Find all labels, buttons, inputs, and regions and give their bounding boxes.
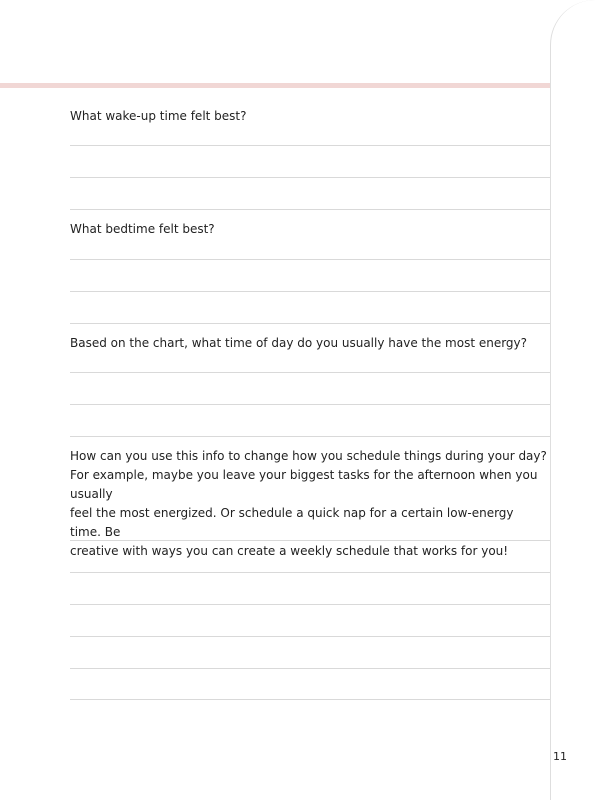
answer-line[interactable] xyxy=(70,636,550,637)
page-edge xyxy=(550,0,600,800)
answer-line[interactable] xyxy=(70,604,550,605)
answer-line[interactable] xyxy=(70,540,550,541)
answer-line[interactable] xyxy=(70,291,550,292)
answer-line[interactable] xyxy=(70,404,550,405)
question-bedtime: What bedtime felt best? xyxy=(70,222,215,236)
answer-line[interactable] xyxy=(70,259,550,260)
answer-line[interactable] xyxy=(70,372,550,373)
header-accent-bar xyxy=(0,83,550,88)
answer-line[interactable] xyxy=(70,177,550,178)
answer-line[interactable] xyxy=(70,572,550,573)
answer-line[interactable] xyxy=(70,145,550,146)
question-most-energy: Based on the chart, what time of day do you usually have the most energy? xyxy=(70,336,528,350)
answer-line[interactable] xyxy=(70,209,550,210)
answer-line[interactable] xyxy=(70,699,550,700)
page-number: 11 xyxy=(553,750,567,763)
question-wake-up-time: What wake-up time felt best? xyxy=(70,109,247,123)
question-schedule-ideas: How can you use this info to change how you schedule things during your day? For example, maybe you leave your biggest tasks for the afternoon when you usually feel the most energized. Or schedule a quick nap for a certain low-energy time. Be creative with ways you can create a weekly schedule that works for you! xyxy=(70,449,547,558)
answer-line[interactable] xyxy=(70,436,550,437)
answer-line[interactable] xyxy=(70,323,550,324)
answer-line[interactable] xyxy=(70,668,550,669)
